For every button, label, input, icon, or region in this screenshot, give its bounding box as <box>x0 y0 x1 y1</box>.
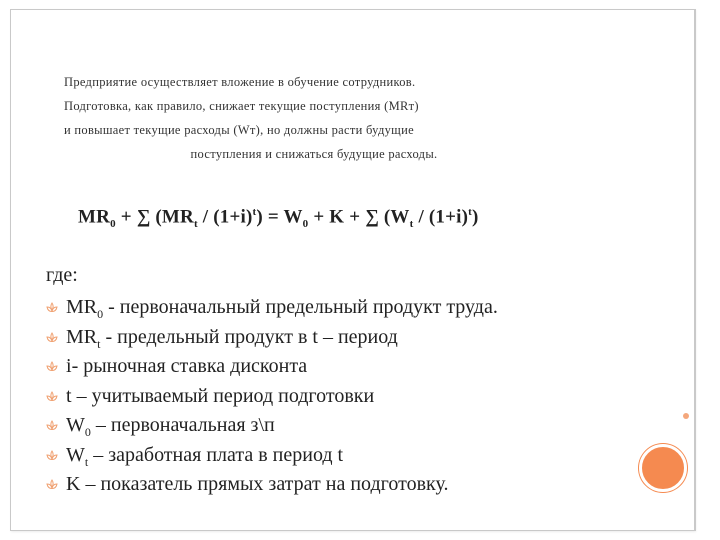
formula-sub-4: t <box>409 218 414 231</box>
definition-text: – показатель прямых затрат на подготовку. <box>80 473 449 495</box>
formula-sub-3: 0 <box>302 218 309 231</box>
definition-symbol: K <box>66 473 81 495</box>
lotus-bullet-icon <box>46 361 58 373</box>
list-item <box>46 293 498 323</box>
definitions-list <box>46 293 498 500</box>
formula <box>78 206 479 230</box>
list-item <box>46 382 498 412</box>
definition-text: - рыночная ставка дисконта <box>71 355 308 377</box>
formula-sup-1: t <box>252 206 257 218</box>
intro-line-2: Подготовка, как правило, снижает текущие поступления (MRт) <box>64 99 419 113</box>
formula-part-3: / (1+i) <box>197 206 253 228</box>
lotus-bullet-icon <box>46 450 58 462</box>
orange-circle-decoration <box>639 444 687 492</box>
list-item <box>46 323 498 353</box>
lotus-bullet-icon <box>46 302 58 314</box>
list-item <box>46 470 498 500</box>
lotus-bullet-icon <box>46 479 58 491</box>
formula-part-2: + ∑ (MR <box>115 206 194 228</box>
definition-sub: t <box>97 336 101 351</box>
formula-part-6: / (1+i) <box>413 206 469 228</box>
definition-symbol: t <box>66 384 72 407</box>
definition-text: - первоначальный предельный продукт труда. <box>103 296 498 318</box>
intro-line-1: Предприятие осуществляет вложение в обучение сотрудников. <box>64 75 416 89</box>
list-item <box>46 411 498 441</box>
formula-part-7: ) <box>472 206 479 228</box>
definition-sub: t <box>84 454 89 469</box>
definition-sub: 0 <box>84 425 91 439</box>
lotus-bullet-icon <box>46 420 58 432</box>
intro-paragraph <box>64 70 644 166</box>
definition-text: – первоначальная з\п <box>90 414 275 436</box>
definition-text: – заработная плата в период t <box>88 443 344 466</box>
list-item <box>46 441 498 471</box>
formula-part-4: ) = W <box>256 206 303 228</box>
lotus-bullet-icon <box>46 332 58 344</box>
formula-part-5: + K + ∑ (W <box>308 206 410 228</box>
definition-symbol: W <box>66 443 85 466</box>
where-label: где: <box>46 264 78 286</box>
formula-sup-2: t <box>468 206 473 218</box>
definition-symbol: W <box>66 414 85 436</box>
intro-line-4: поступления и снижаться будущие расходы. <box>190 147 438 161</box>
frame-right-line <box>695 9 696 531</box>
definition-text: - предельный продукт в t – период <box>100 325 398 348</box>
formula-sub-1: 0 <box>110 218 116 231</box>
definition-symbol: MR <box>66 296 98 318</box>
formula-sub-2: t <box>193 218 198 231</box>
definition-sub: 0 <box>97 307 104 321</box>
definition-symbol: MR <box>66 325 98 348</box>
formula-part-1: MR <box>78 206 111 228</box>
definition-text: – учитываемый период подготовки <box>71 384 375 407</box>
small-orange-dot <box>683 413 689 419</box>
list-item <box>46 352 498 382</box>
lotus-bullet-icon <box>46 391 58 403</box>
definition-symbol: i <box>66 355 72 377</box>
intro-line-3: и повышает текущие расходы (Wт), но должны расти будущие <box>64 123 414 137</box>
